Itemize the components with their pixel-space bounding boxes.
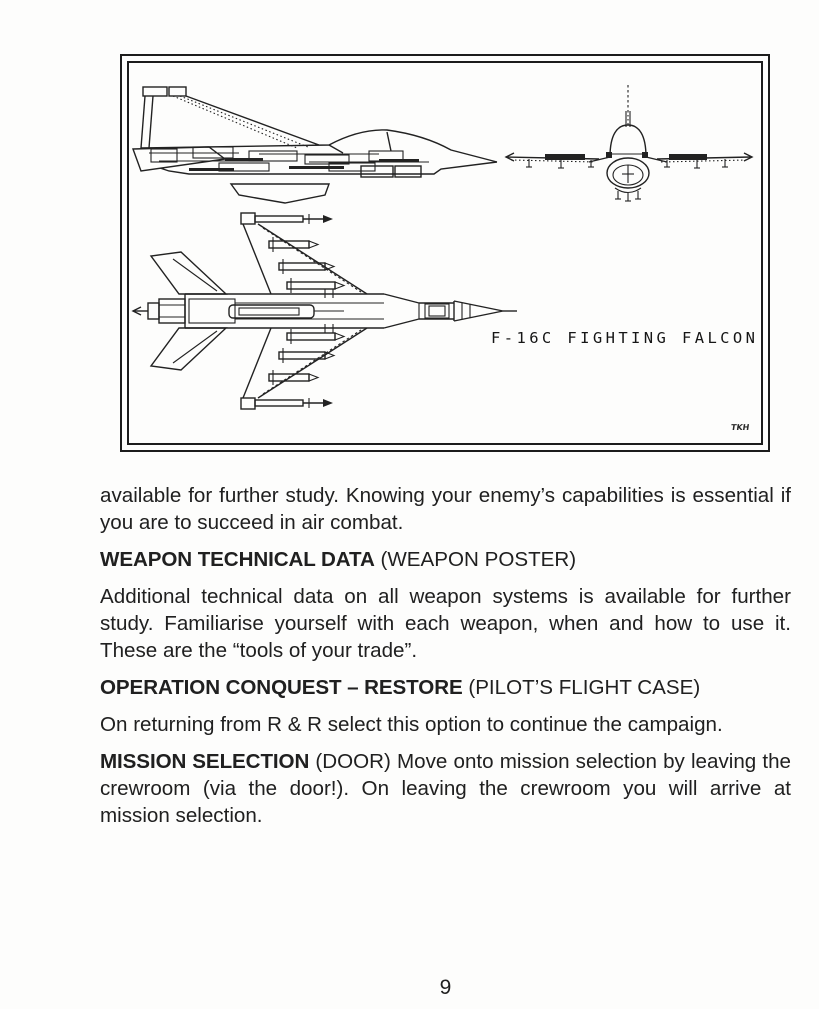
top-view (133, 213, 517, 409)
heading-note-text: (WEAPON POSTER) (374, 548, 577, 571)
body-text (100, 482, 791, 839)
operation-conquest-paragraph: On returning from R & R select this option to continue the campaign. (100, 713, 723, 736)
mission-selection-body: Move onto mission selection by leaving the crewroom (via the door!). On leaving the crewroom you will arrive at mission selection. (100, 750, 791, 827)
weapon-data-paragraph: Additional technical data on all weapon systems is available for further study. Familiarise yourself with each weapon, when and how to use it. These are the “tools of your trade”. (100, 585, 791, 662)
heading-bold-text: MISSION SELECTION (100, 750, 310, 773)
figure-inner-border (127, 61, 763, 445)
heading-note-text: (DOOR) (309, 750, 391, 773)
mission-selection-paragraph (100, 748, 791, 829)
front-view (506, 85, 752, 201)
heading-operation-conquest (100, 674, 791, 701)
f16-three-view-drawing (129, 63, 761, 443)
heading-weapon-technical-data (100, 546, 791, 573)
figure-frame (120, 54, 770, 452)
intro-paragraph: available for further study. Knowing your enemy’s capabilities is essential if you are to succeed in air combat. (100, 484, 791, 534)
page-number: 9 (439, 976, 452, 999)
artist-signature: TKH (730, 423, 750, 432)
heading-bold-text: OPERATION CONQUEST – RESTORE (100, 676, 463, 699)
heading-note-text: (PILOT’S FLIGHT CASE) (462, 676, 701, 699)
side-view (133, 87, 497, 203)
heading-bold-text: WEAPON TECHNICAL DATA (100, 548, 375, 571)
figure-caption: F-16C FIGHTING FALCON (491, 329, 759, 347)
